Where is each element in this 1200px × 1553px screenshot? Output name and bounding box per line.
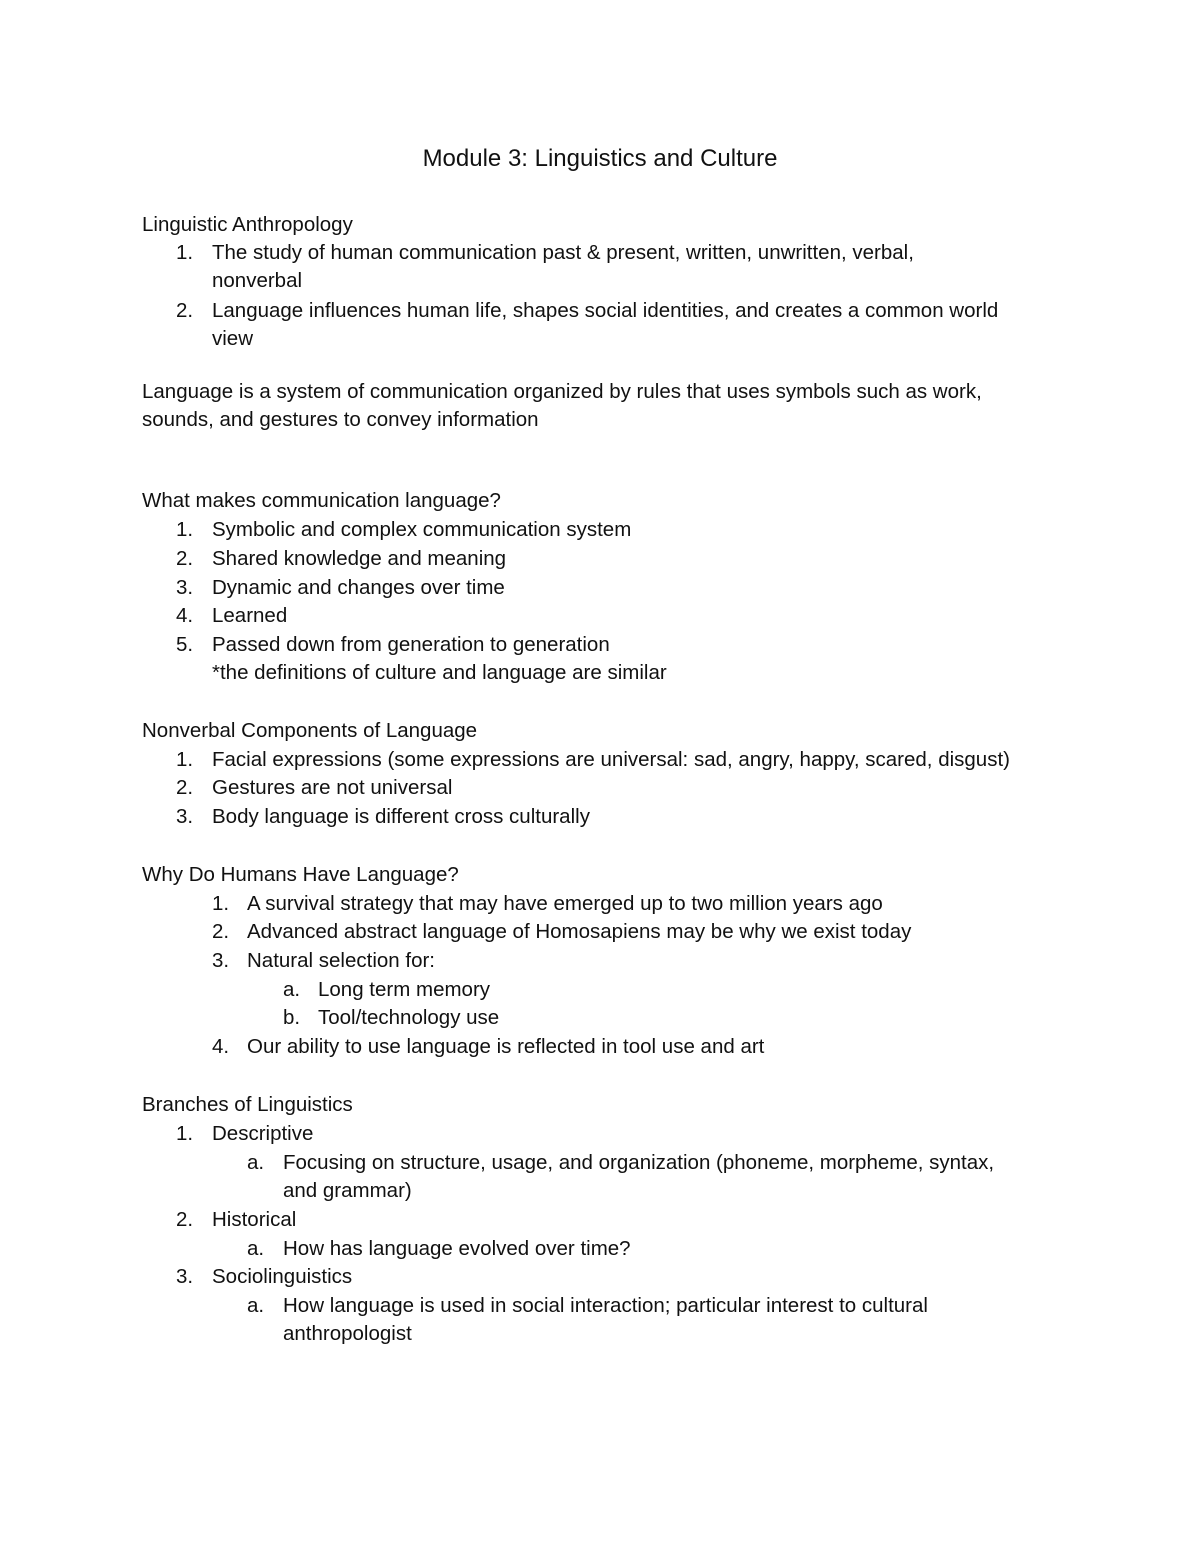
list-letter: a.: [283, 978, 301, 1001]
list-item-text: A survival strategy that may have emerged up to two million years ago: [247, 892, 883, 915]
list-number: 3.: [212, 949, 230, 972]
list-item-text: Descriptive: [212, 1122, 314, 1145]
list-item-text: nonverbal: [212, 269, 303, 292]
list-letter: a.: [247, 1237, 265, 1260]
list-number: 3.: [176, 576, 194, 599]
list-subitem-text: Long term memory: [318, 978, 491, 1001]
list-number: 2.: [176, 547, 194, 570]
paragraph-line: sounds, and gestures to convey information: [142, 408, 539, 431]
list-item-text: view: [212, 327, 254, 350]
list-subitem-text: and grammar): [283, 1179, 412, 1202]
list-number: 2.: [212, 920, 230, 943]
list-subitem-text: anthropologist: [283, 1322, 412, 1345]
list-number: 2.: [176, 776, 194, 799]
list-number: 4.: [176, 604, 194, 627]
list-subitem-text: Tool/technology use: [318, 1006, 500, 1029]
list-item-text: Advanced abstract language of Homosapiens may be why we exist today: [247, 920, 912, 943]
list-number: 5.: [176, 633, 194, 656]
list-item-text: The study of human communication past & present, written, unwritten, verbal,: [212, 241, 914, 264]
list-number: 1.: [212, 892, 230, 915]
list-number: 1.: [176, 1122, 194, 1145]
list-subitem-text: How has language evolved over time?: [283, 1237, 631, 1260]
list-number: 3.: [176, 805, 194, 828]
list-item-text: Sociolinguistics: [212, 1265, 353, 1288]
list-item-text: Gestures are not universal: [212, 776, 453, 799]
list-number: 1.: [176, 241, 194, 264]
list-item-text: Facial expressions (some expressions are universal: sad, angry, happy, scared, disgust): [212, 748, 1010, 771]
paragraph-line: Language is a system of communication organized by rules that uses symbols such as work,: [142, 380, 982, 403]
list-item-text: Language influences human life, shapes social identities, and creates a common world: [212, 299, 999, 322]
list-item-text: Passed down from generation to generation: [212, 633, 610, 656]
section-heading-linguistic-anthropology: Linguistic Anthropology: [142, 213, 353, 236]
list-item-text: Learned: [212, 604, 288, 627]
list-item-text: Historical: [212, 1208, 297, 1231]
list-item-text: Shared knowledge and meaning: [212, 547, 507, 570]
page-title: Module 3: Linguistics and Culture: [422, 145, 778, 172]
section-heading-what-makes: What makes communication language?: [142, 489, 501, 512]
list-item-text: Body language is different cross culturally: [212, 805, 590, 828]
list-item-text: Natural selection for:: [247, 949, 436, 972]
section-heading-why-language: Why Do Humans Have Language?: [142, 863, 459, 886]
list-subitem-text: How language is used in social interaction; particular interest to cultural: [283, 1294, 928, 1317]
section-heading-branches: Branches of Linguistics: [142, 1093, 353, 1116]
list-letter: b.: [283, 1006, 301, 1029]
list-item-text: Dynamic and changes over time: [212, 576, 505, 599]
list-note: *the definitions of culture and language are similar: [212, 661, 667, 684]
list-number: 1.: [176, 748, 194, 771]
list-item-text: Our ability to use language is reflected in tool use and art: [247, 1035, 765, 1058]
list-letter: a.: [247, 1294, 265, 1317]
list-number: 2.: [176, 299, 194, 322]
list-item-text: Symbolic and complex communication system: [212, 518, 632, 541]
list-number: 3.: [176, 1265, 194, 1288]
list-subitem-text: Focusing on structure, usage, and organization (phoneme, morpheme, syntax,: [283, 1151, 995, 1174]
list-number: 4.: [212, 1035, 230, 1058]
list-number: 1.: [176, 518, 194, 541]
section-heading-nonverbal: Nonverbal Components of Language: [142, 719, 478, 742]
list-number: 2.: [176, 1208, 194, 1231]
list-letter: a.: [247, 1151, 265, 1174]
